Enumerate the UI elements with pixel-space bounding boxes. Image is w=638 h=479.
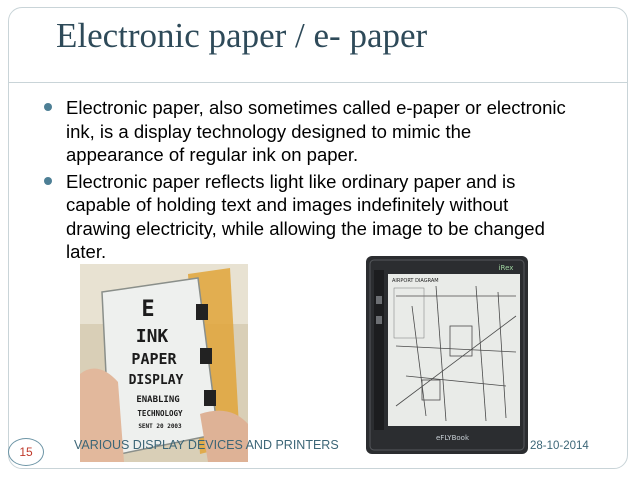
bullet-item (44, 96, 574, 167)
footer-date: 28-10-2014 (530, 440, 589, 452)
bullet-dot-icon (44, 177, 52, 185)
footer-text: VARIOUS DISPLAY DEVICES AND PRINTERS (74, 438, 339, 452)
brand-logo-top: iRex (498, 264, 514, 272)
title-divider (8, 82, 628, 83)
diagram-header: AIRPORT DIAGRAM (392, 278, 439, 284)
bullet-list (44, 96, 574, 267)
bullet-dot-icon (44, 103, 52, 111)
page-number-badge (8, 438, 44, 466)
connector-clip (196, 304, 208, 320)
connector-clip (204, 390, 216, 406)
eink-line-6: TECHNOLOGY (137, 409, 183, 418)
reader-screen (388, 274, 520, 426)
flexible-eink-photo (80, 264, 248, 462)
bullet-text: Electronic paper, also sometimes called e-paper or electronic ink, is a display technology designed to mimic the appearance of regular ink on paper. (66, 97, 566, 165)
brand-logo-bottom: eFLYBook (436, 434, 470, 442)
eink-line-2: INK (135, 326, 169, 347)
eink-line-1: E (141, 297, 155, 322)
eink-line-3: PAPER (131, 350, 177, 368)
bullet-text: Electronic paper reflects light like ordinary paper and is capable of holding text and images indefinitely without drawing electricity, while allowing the image to be changed later. (66, 170, 545, 262)
eink-line-5: ENABLING (136, 395, 180, 405)
bullet-item (44, 170, 574, 264)
side-controls (374, 270, 384, 430)
eink-line-4: DISPLAY (128, 373, 184, 388)
slide-title: Electronic paper / e- paper (56, 16, 428, 55)
connector-clip (200, 348, 212, 364)
page-number: 15 (19, 445, 33, 459)
side-button[interactable] (376, 316, 382, 324)
eink-line-7: SENT 20 2003 (138, 423, 182, 430)
right-hand (200, 411, 248, 462)
side-button[interactable] (376, 296, 382, 304)
efly-reader-photo (366, 256, 528, 454)
